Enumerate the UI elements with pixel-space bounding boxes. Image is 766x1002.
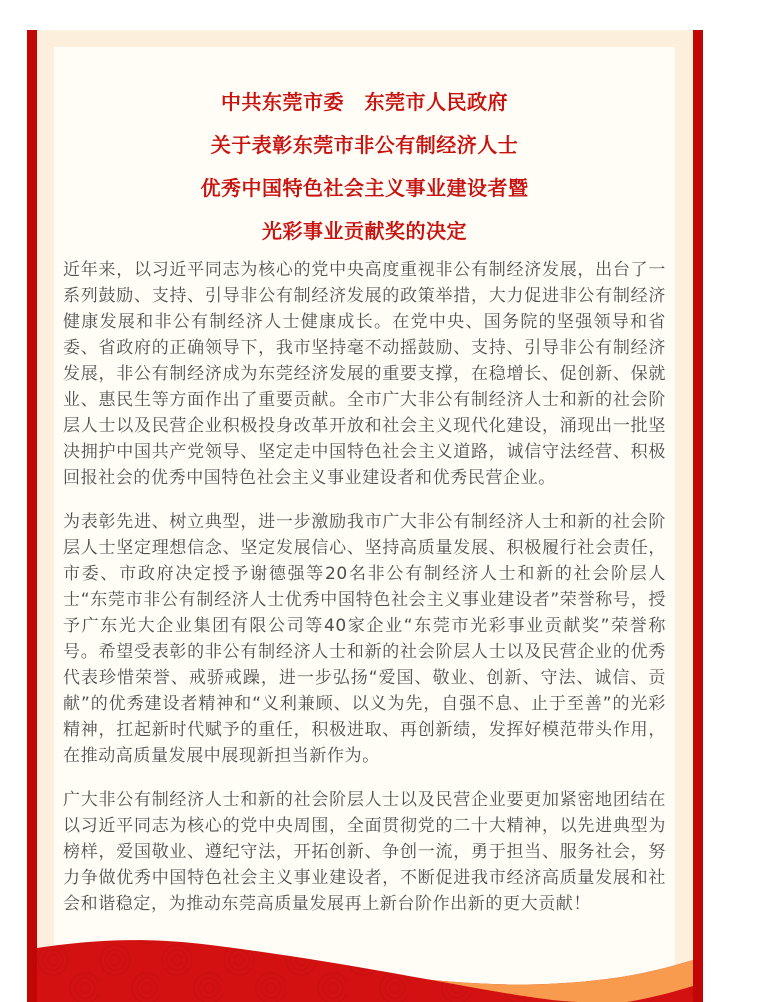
document-content xyxy=(54,47,675,917)
document-body xyxy=(63,257,666,917)
title-line-3: 优秀中国特色社会主义事业建设者暨 xyxy=(200,176,529,200)
paragraph-3: 广大非公有制经济人士和新的社会阶层人士以及民营企业要更加紧密地团结在以习近平同志为核心的党中央周围，全面贯彻党的二十大精神，以先进典型为榜样，爱国敬业、遵纪守法，开拓创新、争创一流，勇于担当、服务社会，努力争做优秀中国特色社会主义事业建设者，不断促进我市经济高质量发展和社会和谐稳定，为推动东莞高质量发展再上新台阶作出新的更大贡献！ xyxy=(63,790,666,914)
right-border-bar xyxy=(693,30,703,1002)
inner-panel xyxy=(54,47,675,1002)
title-line-2: 关于表彰东莞市非公有制经济人士 xyxy=(210,133,519,157)
left-border-bar xyxy=(27,30,37,1002)
paragraph-2: 为表彰先进、树立典型，进一步激励我市广大非公有制经济人士和新的社会阶层人士坚定理想信念、坚定发展信心、坚持高质量发展、积极履行社会责任，市委、市政府决定授予谢德强等20名非公有制经济人士和新的社会阶层人士“东莞市非公有制经济人士优秀中国特色社会主义事业建设者”荣誉称号，授予广东光大企业集团有限公司等40家企业“东莞市光彩事业贡献奖”荣誉称号。希望受表彰的非公有制经济人士和新的社会阶层人士以及民营企业的优秀代表珍惜荣誉、戒骄戒躁，进一步弘扬“爱国、敬业、创新、守法、诚信、贡献”的优秀建设者精神和“义利兼顾、以义为先，自强不息、止于至善”的光彩精神，扛起新时代赋予的重任，积极进取、再创新绩，发挥好模范带头作用，在推动高质量发展中展现新担当新作为。 xyxy=(63,512,666,766)
title-line-4: 光彩事业贡献奖的决定 xyxy=(262,219,467,243)
document-card xyxy=(27,30,703,1002)
document-title xyxy=(63,81,666,253)
title-line-1: 中共东莞市委 东莞市人民政府 xyxy=(221,90,508,114)
paragraph-1: 近年来，以习近平同志为核心的党中央高度重视非公有制经济发展，出台了一系列鼓励、支持、引导非公有制经济发展的政策举措，大力促进非公有制经济健康发展和非公有制经济人士健康成长。在党中央、国务院的坚强领导和省委、省政府的正确领导下，我市坚持毫不动摇鼓励、支持、引导非公有制经济发展，非公有制经济成为东莞经济发展的重要支撑，在稳增长、促创新、保就业、惠民生等方面作出了重要贡献。全市广大非公有制经济人士和新的社会阶层人士以及民营企业积极投身改革开放和社会主义现代化建设，涌现出一批坚决拥护中国共产党领导、坚定走中国特色社会主义道路，诚信守法经营、积极回报社会的优秀中国特色社会主义事业建设者和优秀民营企业。 xyxy=(63,260,666,488)
